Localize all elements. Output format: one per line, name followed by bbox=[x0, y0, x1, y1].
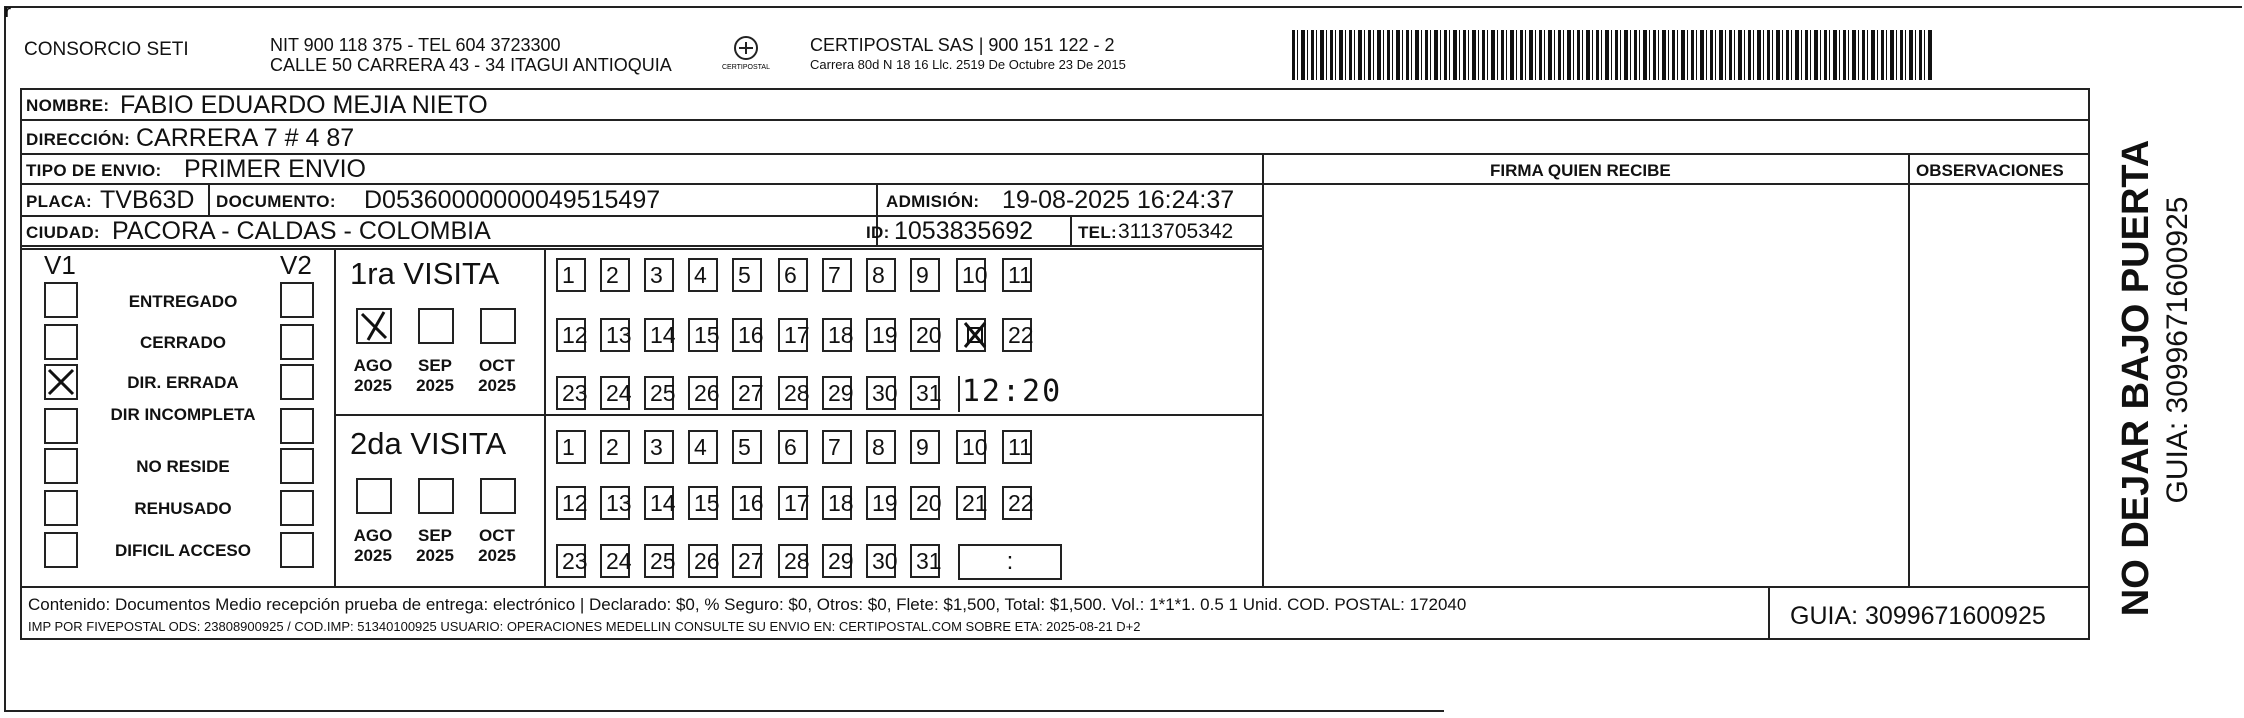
visit2-day-box[interactable]: 17 bbox=[778, 486, 808, 520]
visit2-day-box[interactable]: 14 bbox=[644, 486, 674, 520]
main-right bbox=[2088, 88, 2090, 640]
check-mark-icon bbox=[358, 310, 390, 342]
v1-checkbox[interactable] bbox=[44, 408, 78, 444]
day-cross-icon bbox=[962, 320, 988, 350]
visit2-day-box[interactable]: 7 bbox=[822, 430, 852, 464]
visit2-day-box[interactable]: 21 bbox=[956, 486, 986, 520]
frame-bottom bbox=[4, 710, 1444, 712]
nombre-value: FABIO EDUARDO MEJIA NIETO bbox=[120, 91, 488, 119]
ciudad-label: CIUDAD: bbox=[26, 223, 100, 242]
check-mark-icon bbox=[46, 366, 76, 398]
tel-value: 3113705342 bbox=[1118, 220, 1234, 243]
side-warning: NO DEJAR BAJO PUERTA bbox=[2115, 139, 2157, 617]
company-name: CONSORCIO SETI bbox=[24, 39, 189, 60]
footer-line bbox=[20, 586, 2090, 588]
footer-content-line: Contenido: Documentos Medio recepción prueba de entrega: electrónico | Declarado: $0, % Seguro: $0, Otros: $0, Flete: $1,500, Total: $1,500. Vol.: 1*1*1. 0.5 1 Unid. COD. POSTAL: 172040 bbox=[28, 595, 1467, 614]
visit1-day-box[interactable]: 8 bbox=[866, 258, 896, 292]
id-label: ID: bbox=[866, 223, 890, 242]
visit2-day-box[interactable]: 25 bbox=[644, 544, 674, 578]
v2-checkbox[interactable] bbox=[280, 448, 314, 484]
guia-box-divider bbox=[1768, 586, 1770, 640]
observations-field[interactable] bbox=[1911, 186, 2087, 584]
visit2-day-box[interactable]: 2 bbox=[600, 430, 630, 464]
visit1-month-checkbox[interactable] bbox=[418, 308, 454, 344]
status-option-label: REHUSADO bbox=[134, 499, 232, 518]
nit-line: NIT 900 118 375 - TEL 604 3723300 bbox=[270, 35, 561, 55]
v2-checkbox[interactable] bbox=[280, 532, 314, 568]
visit2-month-label: OCT 2025 bbox=[478, 526, 516, 565]
visit1-day-box[interactable]: 2 bbox=[600, 258, 630, 292]
visit2-day-box[interactable]: 3 bbox=[644, 430, 674, 464]
visit2-day-box[interactable]: 28 bbox=[778, 544, 808, 578]
visit1-day-box[interactable]: 1 bbox=[556, 258, 586, 292]
status-option-label: DIR INCOMPLETA bbox=[110, 405, 256, 424]
tel-label: TEL: bbox=[1078, 223, 1117, 242]
visit2-day-box[interactable]: 10 bbox=[956, 430, 986, 464]
visit2-day-box[interactable]: 9 bbox=[910, 430, 940, 464]
v1-checkbox[interactable] bbox=[44, 324, 78, 360]
visit2-day-box[interactable]: 15 bbox=[688, 486, 718, 520]
visit1-day-box[interactable]: 6 bbox=[778, 258, 808, 292]
visit1-day-box[interactable]: 27 bbox=[732, 376, 762, 410]
observaciones-header: OBSERVACIONES bbox=[1916, 161, 2064, 180]
admision-value: 19-08-2025 16:24:37 bbox=[1002, 186, 1235, 214]
visit2-day-box[interactable]: 13 bbox=[600, 486, 630, 520]
visit1-month-checkbox[interactable] bbox=[480, 308, 516, 344]
right-section-divider bbox=[1262, 153, 1264, 588]
visit2-month-checkbox[interactable] bbox=[480, 478, 516, 514]
visit2-month-checkbox[interactable] bbox=[418, 478, 454, 514]
visit2-day-box[interactable]: 29 bbox=[822, 544, 852, 578]
visit2-day-box[interactable]: 5 bbox=[732, 430, 762, 464]
row-line-1 bbox=[20, 119, 2090, 121]
tel-divider bbox=[1070, 215, 1072, 247]
row-line-5 bbox=[20, 245, 1264, 247]
calendar-divider bbox=[544, 248, 546, 588]
ciudad-value: PACORA - CALDAS - COLOMBIA bbox=[112, 217, 491, 245]
visit2-day-box[interactable]: 8 bbox=[866, 430, 896, 464]
visit2-day-box[interactable]: 30 bbox=[866, 544, 896, 578]
visit2-day-box[interactable]: 20 bbox=[910, 486, 940, 520]
v1-checkbox[interactable] bbox=[44, 532, 78, 568]
visit1-day-box[interactable]: 24 bbox=[600, 376, 630, 410]
frame-left bbox=[4, 6, 6, 712]
visit2-day-box[interactable]: 4 bbox=[688, 430, 718, 464]
placa-value: TVB63D bbox=[100, 186, 195, 214]
firma-header-line bbox=[1262, 183, 2090, 185]
footer-guia: GUIA: 3099671600925 bbox=[1790, 602, 2046, 630]
footer-imp-line: IMP POR FIVEPOSTAL ODS: 23808900925 / COD.IMP: 51340100925 USUARIO: OPERACIONES MEDELLIN CONSULTE SU ENVIO EN: CERTIPOSTAL.COM SOBRE ETA: 2025-08-21 D+2 bbox=[28, 619, 1141, 634]
v1-checkbox[interactable] bbox=[44, 490, 78, 526]
visit2-month-label: SEP 2025 bbox=[416, 526, 454, 565]
visit1-month-label: SEP 2025 bbox=[416, 356, 454, 395]
visit2-day-box[interactable]: 1 bbox=[556, 430, 586, 464]
visit1-day-box[interactable]: 23 bbox=[556, 376, 586, 410]
visit1-day-box[interactable] bbox=[956, 318, 986, 352]
visit2-day-box[interactable]: 16 bbox=[732, 486, 762, 520]
visit1-day-box[interactable]: 5 bbox=[732, 258, 762, 292]
status-option-label: ENTREGADO bbox=[128, 292, 238, 311]
visit2-day-box[interactable]: 26 bbox=[688, 544, 718, 578]
visit1-day-box[interactable]: 22 bbox=[1002, 318, 1032, 352]
v2-label: V2 bbox=[280, 250, 312, 280]
documento-label: DOCUMENTO: bbox=[216, 192, 336, 211]
visit1-day-box[interactable]: 31 bbox=[910, 376, 940, 410]
main-left bbox=[20, 88, 22, 640]
firma-header: FIRMA QUIEN RECIBE bbox=[1490, 161, 1671, 180]
visit2-day-box[interactable]: 19 bbox=[866, 486, 896, 520]
visit1-month-label: OCT 2025 bbox=[478, 356, 516, 395]
v2-checkbox[interactable] bbox=[280, 364, 314, 400]
direccion-value: CARRERA 7 # 4 87 bbox=[136, 124, 355, 152]
visit1-day-box[interactable]: 14 bbox=[644, 318, 674, 352]
status-option-label: NO RESIDE bbox=[136, 457, 230, 476]
visit1-time-field[interactable]: 12:20 bbox=[958, 376, 1064, 412]
visit2-day-box[interactable]: 11 bbox=[1002, 430, 1032, 464]
v1-checkbox[interactable] bbox=[44, 364, 78, 400]
visit2-day-box[interactable]: 12 bbox=[556, 486, 586, 520]
v2-checkbox[interactable] bbox=[280, 282, 314, 318]
tipo-envio-label: TIPO DE ENVIO: bbox=[26, 161, 162, 180]
visit1-day-box[interactable]: 25 bbox=[644, 376, 674, 410]
visit1-day-box[interactable]: 10 bbox=[956, 258, 986, 292]
nombre-label: NOMBRE: bbox=[26, 96, 110, 115]
visit1-day-box[interactable]: 11 bbox=[1002, 258, 1032, 292]
side-guia: GUIA: 3099671600925 bbox=[2161, 196, 2194, 504]
v1-checkbox[interactable] bbox=[44, 282, 78, 318]
v2-checkbox[interactable] bbox=[280, 324, 314, 360]
v1-label: V1 bbox=[44, 250, 76, 280]
visit1-day-box[interactable]: 13 bbox=[600, 318, 630, 352]
visit1-month-checkbox[interactable] bbox=[356, 308, 392, 344]
visit2-month-label: AGO 2025 bbox=[353, 526, 393, 565]
visit2-day-box[interactable]: 6 bbox=[778, 430, 808, 464]
visit2-day-box[interactable]: 27 bbox=[732, 544, 762, 578]
visit1-day-box[interactable]: 29 bbox=[822, 376, 852, 410]
visit-divider bbox=[334, 248, 336, 588]
svg-text:CERTIPOSTAL: CERTIPOSTAL bbox=[722, 64, 770, 71]
visit1-day-box[interactable]: 28 bbox=[778, 376, 808, 410]
visit1-day-box[interactable]: 15 bbox=[688, 318, 718, 352]
placa-label: PLACA: bbox=[26, 192, 93, 211]
visit1-day-box[interactable]: 30 bbox=[866, 376, 896, 410]
visit2-day-box[interactable]: 23 bbox=[556, 544, 586, 578]
visit1-day-box[interactable]: 18 bbox=[822, 318, 852, 352]
visit1-day-box[interactable]: 19 bbox=[866, 318, 896, 352]
visit2-day-box[interactable]: 24 bbox=[600, 544, 630, 578]
obs-divider bbox=[1908, 153, 1910, 588]
visit2-day-box[interactable]: 31 bbox=[910, 544, 940, 578]
visit1-day-box[interactable]: 12 bbox=[556, 318, 586, 352]
visit1-day-box[interactable]: 7 bbox=[822, 258, 852, 292]
tipo-envio-value: PRIMER ENVIO bbox=[184, 155, 366, 183]
barcode bbox=[1292, 30, 1932, 80]
main-top bbox=[20, 88, 2090, 90]
visit1-day-box[interactable]: 4 bbox=[688, 258, 718, 292]
v2-checkbox[interactable] bbox=[280, 490, 314, 526]
main-bottom bbox=[20, 638, 2090, 640]
visit1-title: 1ra VISITA bbox=[350, 256, 500, 291]
visit2-day-box[interactable]: 22 bbox=[1002, 486, 1032, 520]
documento-value: D05360000000049515497 bbox=[364, 186, 661, 214]
id-value: 1053835692 bbox=[894, 217, 1034, 245]
visit1-day-box[interactable]: 9 bbox=[910, 258, 940, 292]
visit1-day-box[interactable]: 3 bbox=[644, 258, 674, 292]
visit2-day-box[interactable]: 18 bbox=[822, 486, 852, 520]
direccion-label: DIRECCIÓN: bbox=[26, 130, 131, 149]
visit1-day-box[interactable]: 26 bbox=[688, 376, 718, 410]
visit1-day-box[interactable]: 16 bbox=[732, 318, 762, 352]
certipostal-line2: Carrera 80d N 18 16 Llc. 2519 De Octubre 23 De 2015 bbox=[810, 57, 1126, 72]
visit1-month-label: AGO 2025 bbox=[353, 356, 393, 395]
row-line-6 bbox=[20, 248, 1264, 250]
v2-checkbox[interactable] bbox=[280, 408, 314, 444]
status-option-label: DIR. ERRADA bbox=[127, 373, 239, 392]
corner-mark: r bbox=[4, 1, 12, 21]
visit-split bbox=[334, 414, 1264, 416]
address-line: CALLE 50 CARRERA 43 - 34 ITAGUI ANTIOQUIA bbox=[270, 55, 672, 75]
v1-checkbox[interactable] bbox=[44, 448, 78, 484]
visit1-day-box[interactable]: 17 bbox=[778, 318, 808, 352]
certipostal-logo bbox=[718, 34, 774, 72]
certipostal-line1: CERTIPOSTAL SAS | 900 151 122 - 2 bbox=[810, 35, 1115, 55]
status-option-label: CERRADO bbox=[140, 333, 226, 352]
placa-divider bbox=[208, 183, 210, 216]
signature-field[interactable] bbox=[1265, 186, 1906, 584]
frame-top bbox=[4, 6, 2242, 8]
visit2-month-checkbox[interactable] bbox=[356, 478, 392, 514]
visit1-day-box[interactable]: 20 bbox=[910, 318, 940, 352]
visit2-title: 2da VISITA bbox=[350, 426, 507, 461]
admision-label: ADMISIÓN: bbox=[886, 192, 980, 211]
visit2-time-field[interactable]: : bbox=[958, 544, 1062, 580]
status-option-label: DIFICIL ACCESO bbox=[114, 541, 251, 560]
